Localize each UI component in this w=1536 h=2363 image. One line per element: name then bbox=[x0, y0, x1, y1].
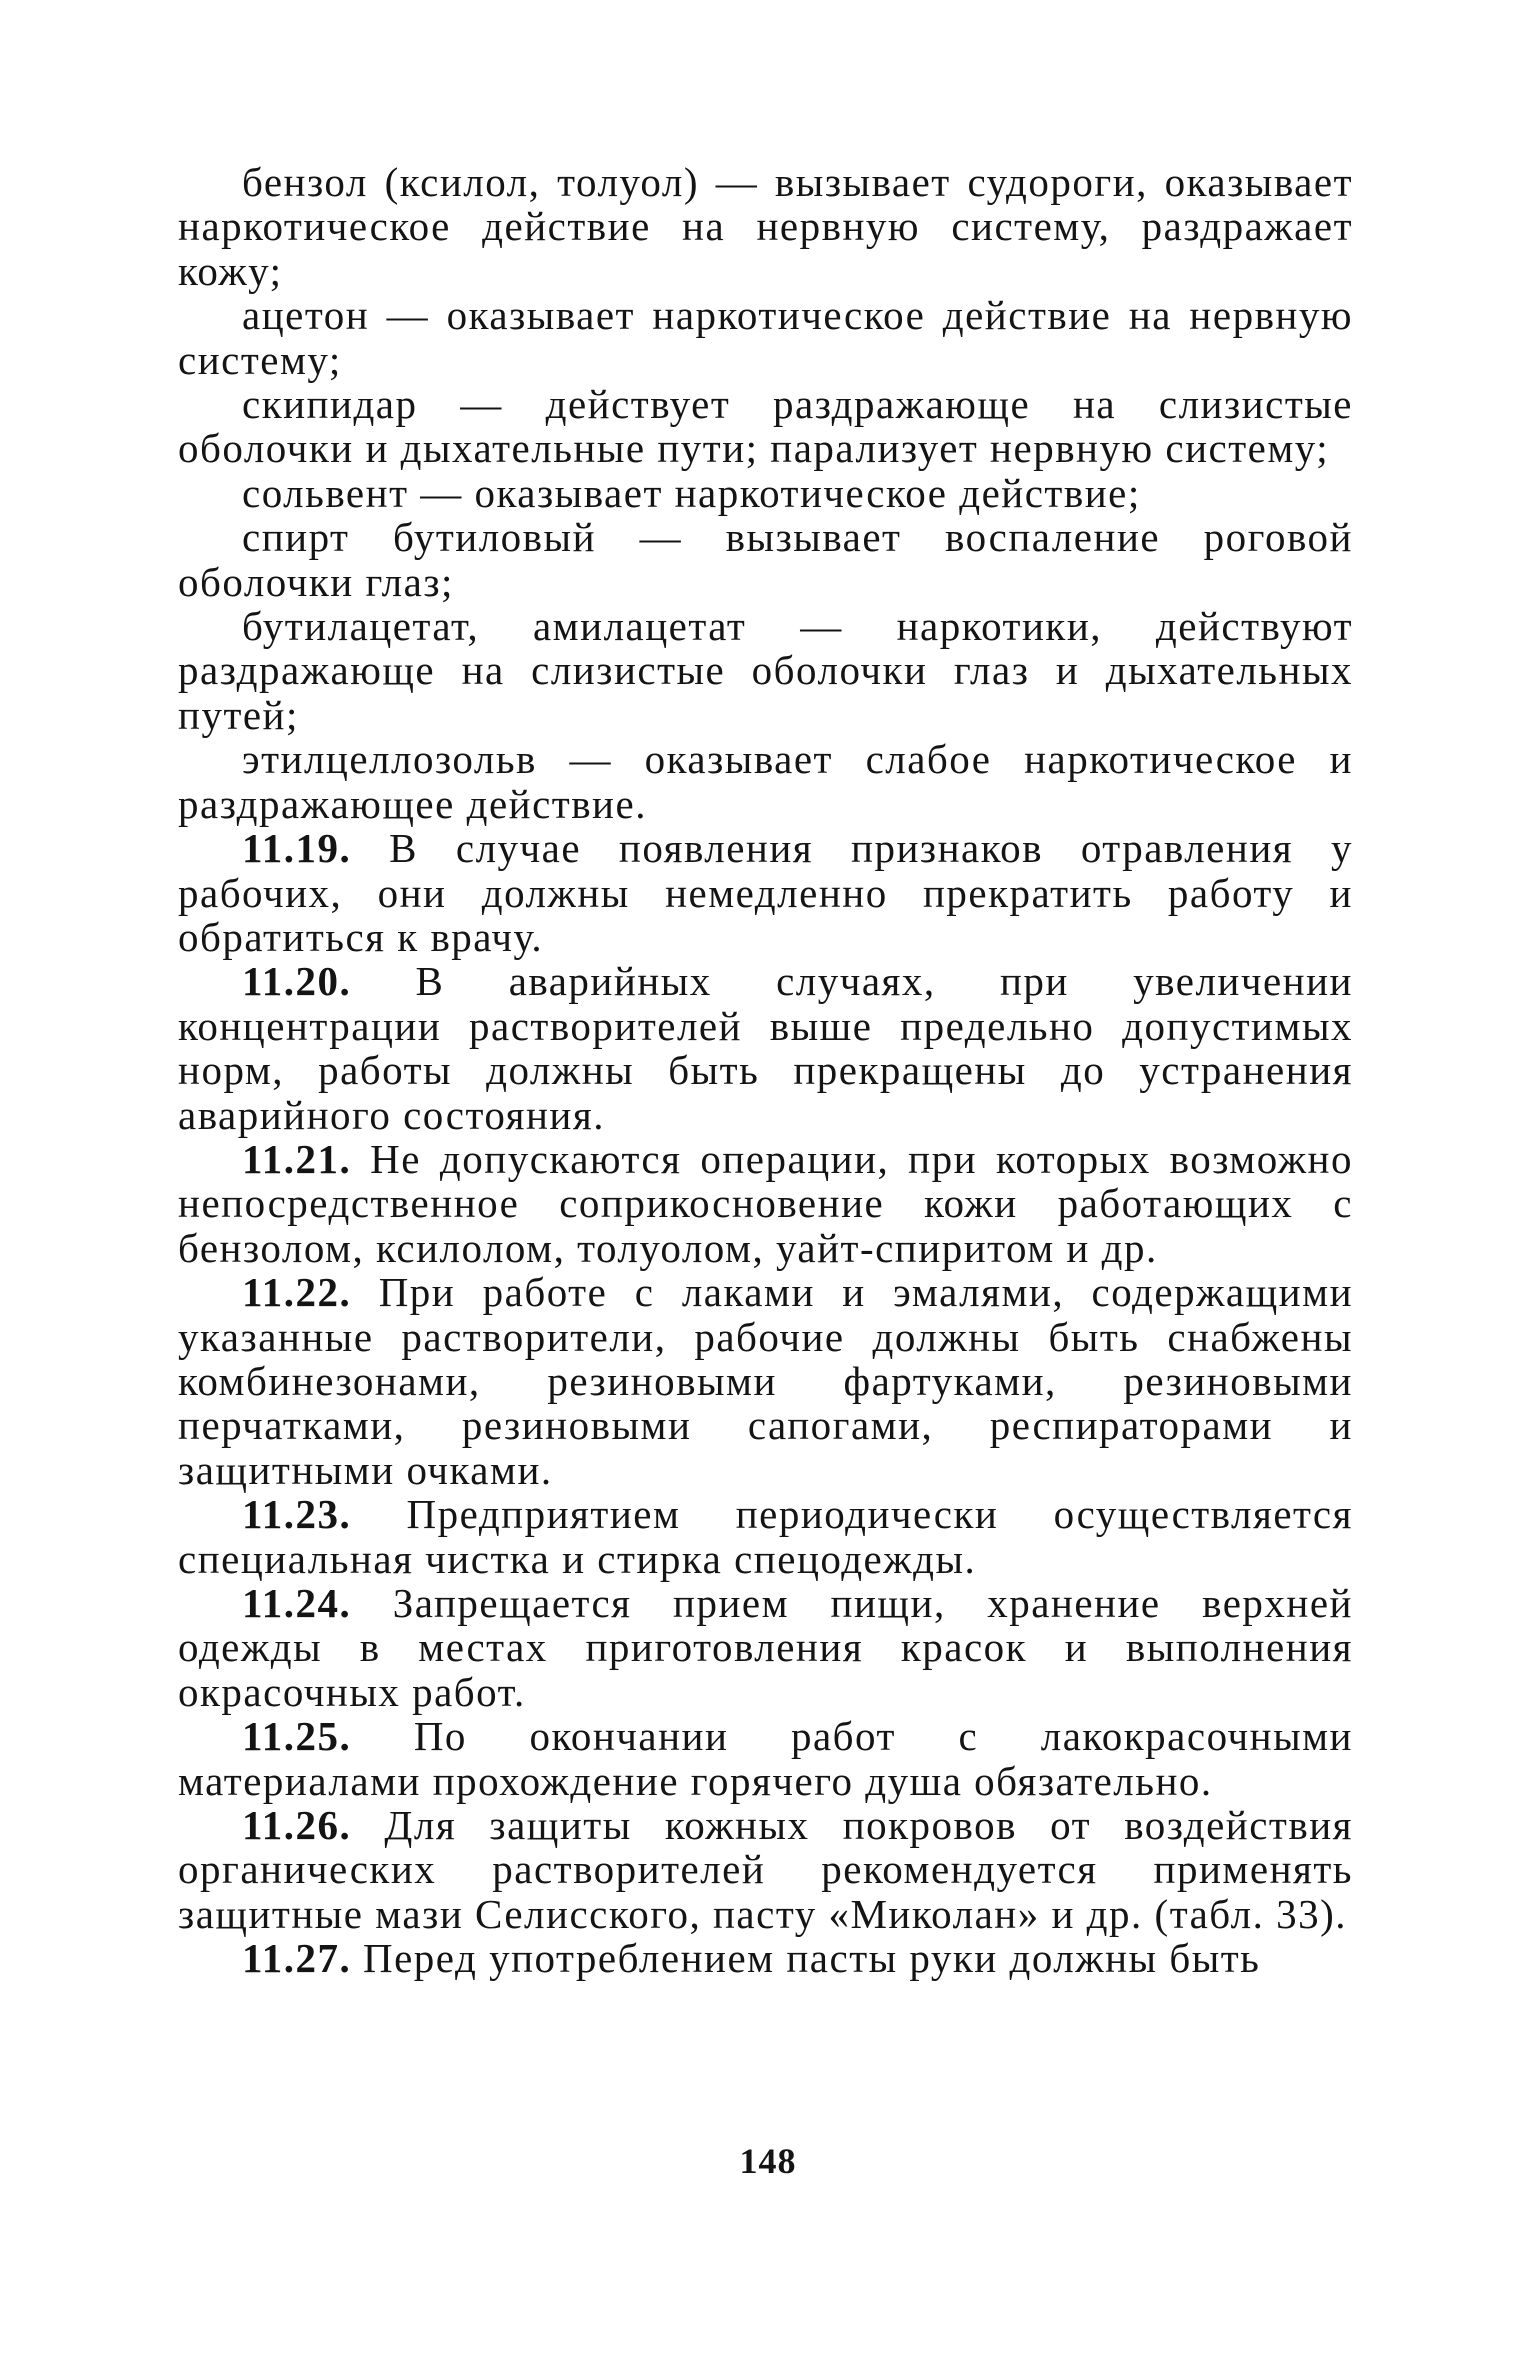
paragraph-number: 11.19. bbox=[242, 825, 352, 872]
paragraph-skipidar bbox=[178, 382, 1353, 471]
paragraph-text: сольвент — оказывает наркотическое действие; bbox=[242, 469, 1141, 516]
paragraph-11-20 bbox=[178, 959, 1353, 1137]
paragraph-11-26 bbox=[178, 1803, 1353, 1936]
paragraph-text: Для защиты кожных покровов от воздействия органических растворителей рекомендуется применять защитные мази Селисского, пасту «Миколан» и др. (табл. 33). bbox=[178, 1802, 1353, 1937]
paragraph-11-24 bbox=[178, 1581, 1353, 1714]
paragraph-number: 11.25. bbox=[242, 1713, 352, 1760]
paragraph-11-25 bbox=[178, 1714, 1353, 1803]
paragraph-solvent bbox=[178, 471, 1353, 515]
paragraph-text: скипидар — действует раздражающе на слизистые оболочки и дыхательные пути; парализует нервную систему; bbox=[178, 381, 1353, 472]
paragraph-text: Предприятием периодически осуществляется специальная чистка и стирка спецодежды. bbox=[178, 1491, 1353, 1582]
paragraph-ethylcellosolve bbox=[178, 737, 1353, 826]
page-body-text bbox=[178, 160, 1353, 1981]
paragraph-text: По окончании работ с лакокрасочными материалами прохождение горячего душа обязательно. bbox=[178, 1713, 1353, 1804]
paragraph-number: 11.20. bbox=[242, 958, 352, 1005]
paragraph-text: В случае появления признаков отравления у рабочих, они должны немедленно прекратить работу и обратиться к врачу. bbox=[178, 825, 1354, 960]
paragraph-number: 11.21. bbox=[242, 1135, 352, 1182]
paragraph-text: этилцеллозольв — оказывает слабое наркотическое и раздражающее действие. bbox=[178, 736, 1353, 827]
paragraph-butylacetate bbox=[178, 604, 1353, 737]
paragraph-11-19 bbox=[178, 826, 1353, 959]
page-number: 148 bbox=[739, 2141, 797, 2181]
paragraph-text: Не допускаются операции, при которых возможно непосредственное соприкосновение кожи работающих с бензолом, ксилолом, толуолом, уайт-спиритом и др. bbox=[178, 1135, 1353, 1271]
paragraph-number: 11.27. bbox=[242, 1935, 352, 1982]
paragraph-number: 11.23. bbox=[242, 1491, 352, 1538]
paragraph-11-23 bbox=[178, 1492, 1353, 1581]
paragraph-text: При работе с лаками и эмалями, содержащими указанные растворители, рабочие должны быть снабжены комбинезонами, резиновыми фартуками, резиновыми перчатками, резиновыми сапогами, респираторами и защитными очками. bbox=[178, 1269, 1354, 1493]
paragraph-text: Запрещается прием пищи, хранение верхней одежды в местах приготовления красок и выполнения окрасочных работ. bbox=[178, 1580, 1353, 1715]
paragraph-text: бутилацетат, амилацетат — наркотики, действуют раздражающе на слизистые оболочки глаз и дыхательных путей; bbox=[178, 603, 1353, 738]
paragraph-number: 11.24. bbox=[242, 1580, 352, 1626]
paragraph-benzol bbox=[178, 160, 1353, 293]
paragraph-text: спирт бутиловый — вызывает воспаление роговой оболочки глаз; bbox=[178, 514, 1353, 605]
paragraph-butanol bbox=[178, 515, 1353, 604]
paragraph-11-21 bbox=[178, 1137, 1353, 1270]
paragraph-11-27 bbox=[178, 1936, 1353, 1980]
paragraph-number: 11.22. bbox=[242, 1269, 352, 1316]
paragraph-aceton bbox=[178, 293, 1353, 382]
paragraph-text: В аварийных случаях, при увеличении концентрации растворителей выше предельно допустимых норм, работы должны быть прекращены до устранения аварийного состояния. bbox=[178, 958, 1353, 1138]
paragraph-text: ацетон — оказывает наркотическое действие на нервную систему; bbox=[178, 292, 1353, 383]
paragraph-number: 11.26. bbox=[242, 1802, 352, 1849]
paragraph-text: бензол (ксилол, толуол) — вызывает судороги, оказывает наркотическое действие на нервную систему, раздражает кожу; bbox=[178, 159, 1353, 294]
paragraph-text: Перед употреблением пасты руки должны быть bbox=[363, 1935, 1261, 1982]
paragraph-11-22 bbox=[178, 1270, 1353, 1492]
